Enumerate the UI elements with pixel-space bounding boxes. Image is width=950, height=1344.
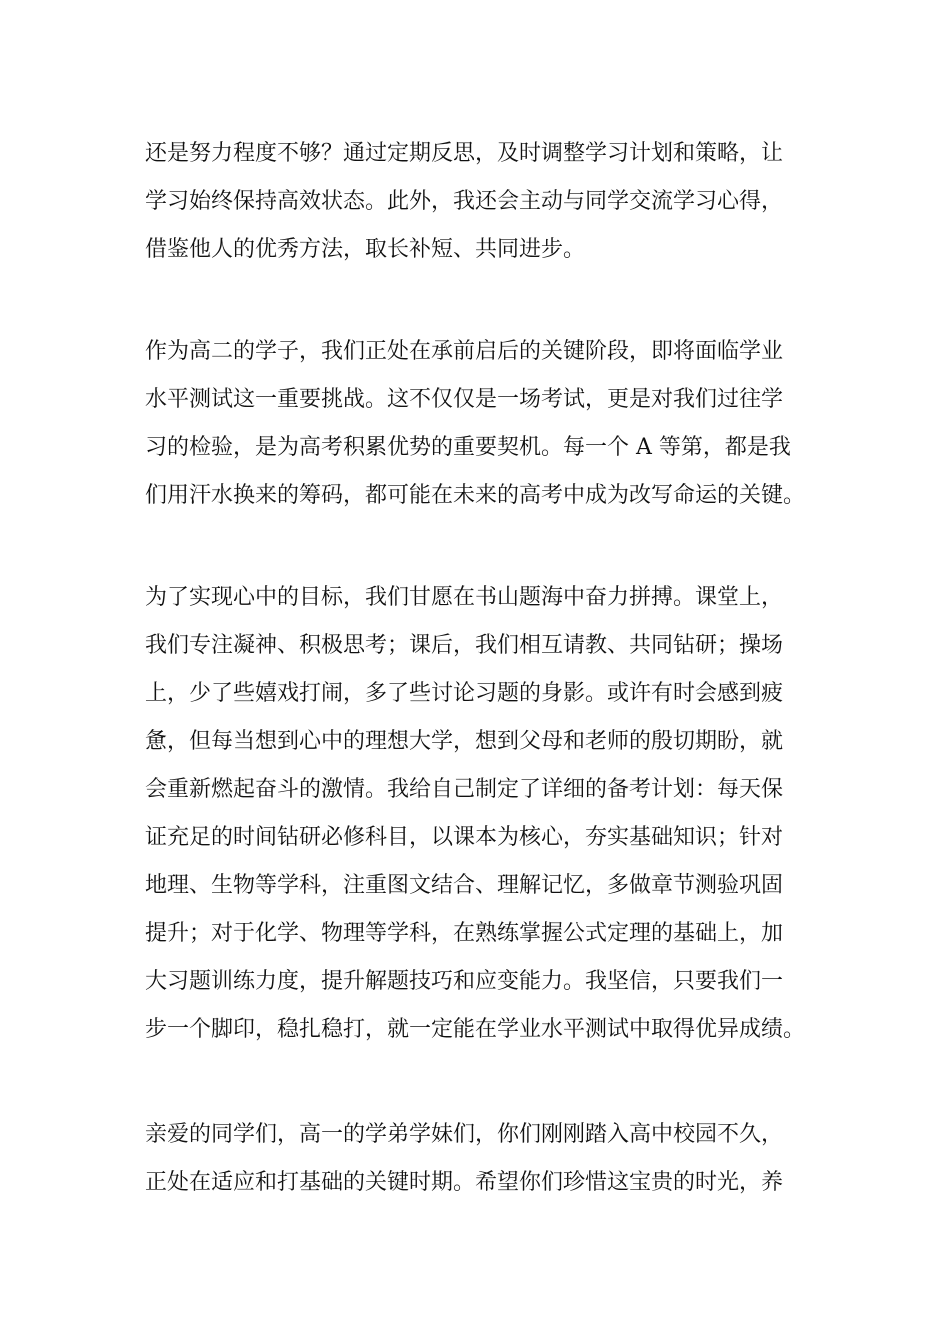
text-line: 上，少了些嬉戏打闹，多了些讨论习题的身影。或许有时会感到疲 (145, 681, 784, 706)
text-line: 水平测试这一重要挑战。这不仅仅是一场考试，更是对我们过往学 (145, 387, 784, 412)
text-line: 大习题训练力度，提升解题技巧和应变能力。我坚信，只要我们一 (145, 969, 784, 994)
text-line: 还是努力程度不够？通过定期反思，及时调整学习计划和策略，让 (145, 141, 784, 166)
text-line: 步一个脚印，稳扎稳打，就一定能在学业水平测试中取得优异成绩。 (145, 1017, 806, 1042)
text-line: 借鉴他人的优秀方法，取长补短、共同进步。 (145, 237, 586, 262)
text-line: 会重新燃起奋斗的激情。我给自己制定了详细的备考计划：每天保 (145, 777, 784, 802)
text-line: 亲爱的同学们，高一的学弟学妹们，你们刚刚踏入高中校园不久， (145, 1122, 784, 1147)
text-line: 地理、生物等学科，注重图文结合、理解记忆，多做章节测验巩固 (145, 873, 784, 898)
text-line: 正处在适应和打基础的关键时期。希望你们珍惜这宝贵的时光，养 (145, 1170, 784, 1195)
text-line: 提升；对于化学、物理等学科，在熟练掌握公式定理的基础上，加 (145, 921, 784, 946)
text-line: 惫，但每当想到心中的理想大学，想到父母和老师的殷切期盼，就 (145, 729, 784, 754)
paragraph-4 (145, 1111, 815, 1207)
paragraph-2 (145, 328, 815, 520)
text-line: 我们专注凝神、积极思考；课后，我们相互请教、共同钻研；操场 (145, 633, 784, 658)
paragraph-1 (145, 130, 815, 274)
paragraph-3 (145, 574, 815, 1054)
text-line: 证充足的时间钻研必修科目，以课本为核心，夯实基础知识；针对 (145, 825, 784, 850)
text-line: 习的检验，是为高考积累优势的重要契机。每一个 A 等第，都是我 (145, 435, 791, 460)
text-line: 们用汗水换来的筹码，都可能在未来的高考中成为改写命运的关键。 (145, 483, 806, 508)
text-line: 作为高二的学子，我们正处在承前启后的关键阶段，即将面临学业 (145, 339, 784, 364)
text-line: 为了实现心中的目标，我们甘愿在书山题海中奋力拼搏。课堂上， (145, 585, 784, 610)
text-line: 学习始终保持高效状态。此外，我还会主动与同学交流学习心得， (145, 189, 784, 214)
